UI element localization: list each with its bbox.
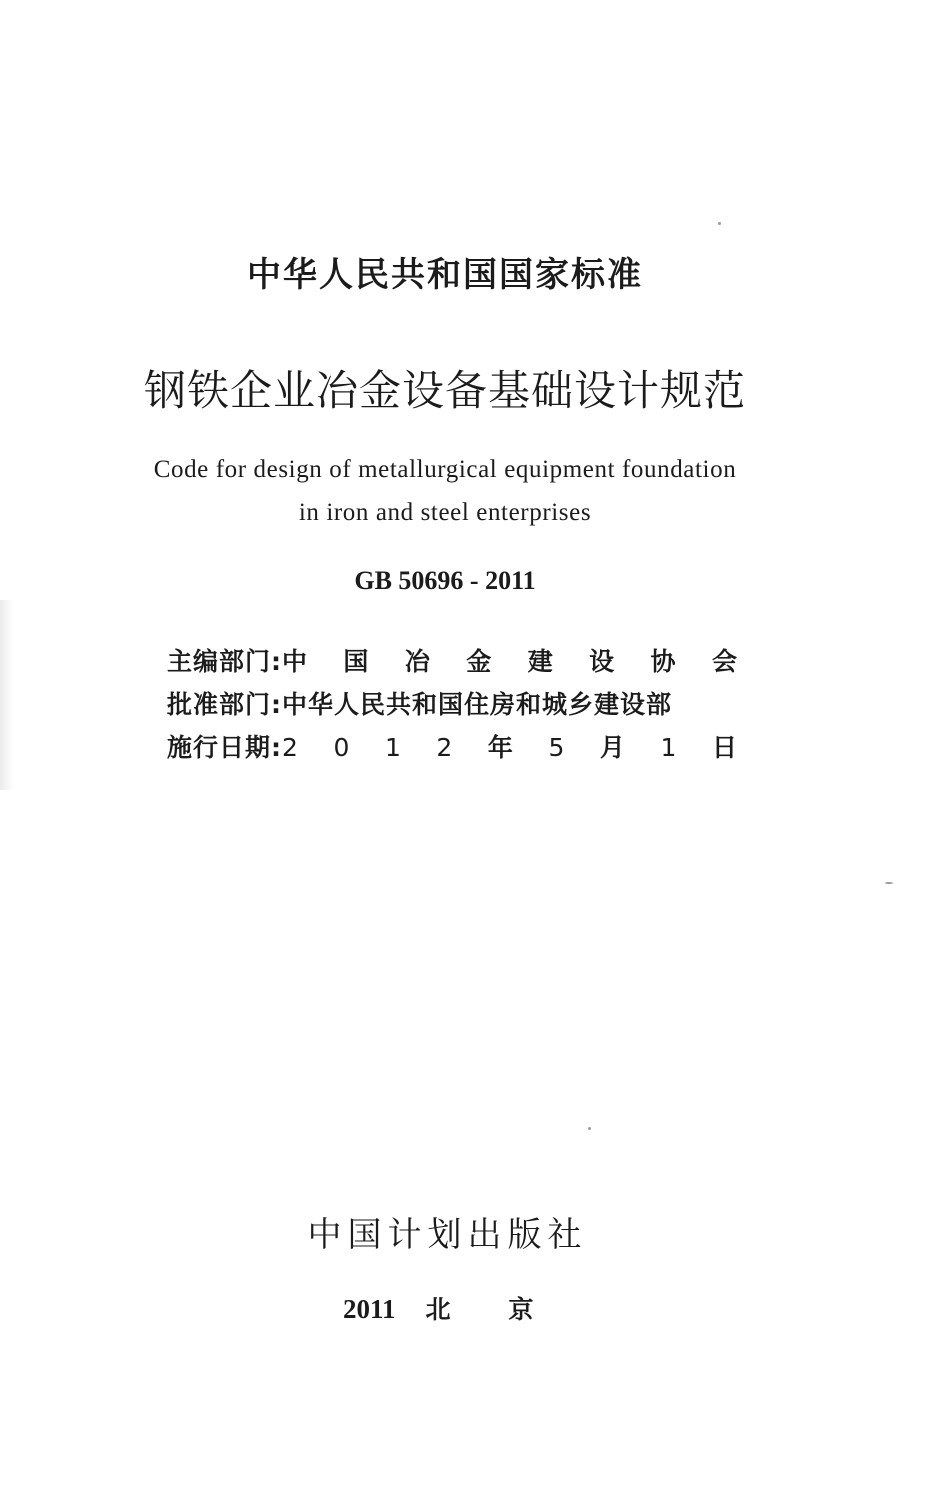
publication-imprint xyxy=(343,1290,592,1326)
effective-date-value-char: 月 xyxy=(599,733,625,762)
chief-department-label: 主编部门: xyxy=(167,647,282,676)
document-title-cn: 钢铁企业冶金设备基础设计规范 xyxy=(143,366,746,415)
chief-department-value-char: 冶 xyxy=(404,647,430,676)
standard-code: GB 50696 - 2011 xyxy=(354,566,536,595)
scan-speck xyxy=(718,222,721,225)
effective-date-value-char: 年 xyxy=(487,733,513,762)
chief-department-value-char: 国 xyxy=(343,647,369,676)
scan-speck xyxy=(588,1127,591,1130)
effective-date-row xyxy=(167,726,737,769)
publication-city: 北京 xyxy=(425,1295,592,1324)
chief-department-value-char: 设 xyxy=(589,647,615,676)
chief-department-value xyxy=(282,640,737,683)
publisher-name: 中国计划出版社 xyxy=(307,1215,588,1255)
effective-date-value-char: 5 xyxy=(548,733,565,762)
chief-department-value-char: 中 xyxy=(282,647,308,676)
document-title-en-line2: in iron and steel enterprises xyxy=(298,499,592,526)
publication-year: 2011 xyxy=(343,1294,396,1324)
chief-department-value-char: 协 xyxy=(650,647,676,676)
effective-date-value xyxy=(282,726,737,769)
chief-department-value-char: 建 xyxy=(527,647,553,676)
effective-date-value-char: 1 xyxy=(660,733,677,762)
approval-department-value: 中华人民共和国住房和城乡建设部 xyxy=(282,690,673,719)
effective-date-value-char: 1 xyxy=(384,733,401,762)
document-title-en-line1: Code for design of metallurgical equipment foundation xyxy=(153,456,737,483)
standard-meta-block xyxy=(167,640,737,769)
chief-department-row xyxy=(167,640,737,683)
effective-date-value-char: 日 xyxy=(711,733,737,762)
scan-edge-shadow xyxy=(0,600,14,790)
approval-department-label: 批准部门: xyxy=(167,690,282,719)
effective-date-value-char: 2 xyxy=(436,733,453,762)
effective-date-value-char: 0 xyxy=(333,733,350,762)
approval-department-row xyxy=(167,683,737,726)
standard-type-heading: 中华人民共和国国家标准 xyxy=(247,255,643,295)
effective-date-label: 施行日期: xyxy=(167,733,282,762)
effective-date-value-char: 2 xyxy=(282,733,298,762)
chief-department-value-char: 会 xyxy=(711,647,737,676)
scan-speck xyxy=(885,882,893,884)
document-title-en xyxy=(0,448,890,534)
chief-department-value-char: 金 xyxy=(466,647,492,676)
